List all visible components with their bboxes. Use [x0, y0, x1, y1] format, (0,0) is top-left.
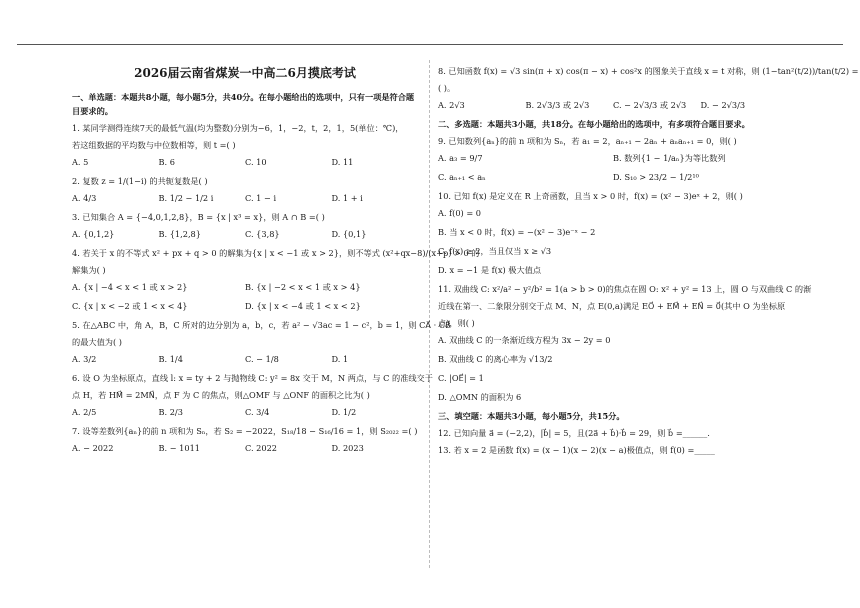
q6-option-a: A. 2/5 [72, 407, 97, 417]
q5-option-c: C. − 1/8 [245, 354, 279, 364]
q10-option-d: D. x = −1 是 f(x) 极大值点 [438, 265, 542, 275]
q1-stem-1: 1. 某同学测得连续7天的最低气温(均为整数)分别为−6，1，−2，t，2，1，5(单位：℃)， [72, 123, 404, 133]
q1-stem-2: 若这组数据的平均数与中位数相等，则 t =( ) [72, 140, 236, 150]
section-fill-blank: 三、填空题：本题共3小题，每小题5分，共15分。 [438, 411, 625, 421]
q12-stem: 12. 已知向量 a⃗ = (−2,2)，|b⃗| = 5，且(2a⃗ + b⃗)·b⃗ = 29，则 b⃗ =______. [438, 428, 710, 438]
q1-option-c: C. 10 [245, 157, 267, 167]
q1-options [72, 155, 418, 169]
q8-option-d: D. − 2√3/3 [700, 100, 746, 110]
q9-option-b: B. 数列{1 − 1/aₙ}为等比数列 [613, 153, 726, 163]
section-multiple-choice: 二、多选题：本题共3小题，共18分。在每小题给出的选项中，有多项符合题目要求。 [438, 119, 750, 129]
q11-stem-3: 点)，则( ) [438, 318, 475, 328]
q5-option-d: D. 1 [331, 354, 349, 364]
q5-option-b: B. 1/4 [158, 354, 183, 364]
q3-option-c: C. {3,8} [245, 229, 280, 239]
q2-option-d: D. 1 + i [331, 193, 363, 203]
q4-option-c: C. {x | x < −2 或 1 < x < 4} [72, 301, 188, 311]
q3-stem: 3. 已知集合 A = {−4,0,1,2,8}，B = {x | x³ = x}，则 A ∩ B =( ) [72, 212, 325, 222]
q6-options [72, 405, 418, 419]
q2-stem: 2. 复数 z = 1/(1−i) 的共轭复数是( ) [72, 176, 208, 186]
q1-option-d: D. 11 [331, 157, 354, 167]
q8-options [438, 98, 788, 112]
q8-option-a: A. 2√3 [438, 100, 465, 110]
q7-option-a: A. − 2022 [72, 443, 114, 453]
q7-options [72, 441, 418, 455]
right-column [438, 64, 859, 460]
q11-stem-1: 11. 双曲线 C: x²/a² − y²/b² = 1(a > b > 0)的焦点在圆 O: x² + y² = 13 上，圆 O 与双曲线 C 的渐 [438, 284, 812, 294]
q11-option-c: C. |OE⃗| = 1 [438, 373, 484, 383]
q8-option-c: C. − 2√3/3 或 2√3 [613, 100, 687, 110]
q3-option-b: B. {1,2,8} [158, 229, 201, 239]
q3-option-d: D. {0,1} [331, 229, 367, 239]
q3-options [72, 227, 418, 241]
exam-title: 2026届云南省煤炭一中高二6月摸底考试 [134, 66, 356, 80]
q6-option-c: C. 3/4 [245, 407, 270, 417]
q9-option-c: C. aₙ₊₁ < aₙ [438, 172, 486, 182]
q7-option-b: B. − 1011 [158, 443, 201, 453]
q5-options [72, 352, 418, 366]
q1-option-a: A. 5 [72, 157, 89, 167]
q2-option-c: C. 1 − i [245, 193, 277, 203]
q6-stem-1: 6. 设 O 为坐标原点，直线 l: x = ty + 2 与抛物线 C: y² = 8x 交于 M，N 两点，与 C 的准线交于 [72, 373, 433, 383]
q4-options-row-1 [72, 280, 418, 294]
q10-option-a: A. f(0) = 0 [438, 208, 482, 218]
q3-option-a: A. {0,1,2} [72, 229, 115, 239]
q2-option-b: B. 1/2 − 1/2 i [158, 193, 214, 203]
q8-option-b: B. 2√3/3 或 2√3 [525, 100, 590, 110]
header-rule [17, 44, 843, 45]
q2-options [72, 191, 418, 205]
q6-option-d: D. 1/2 [331, 407, 357, 417]
column-divider [429, 60, 430, 568]
q6-option-b: B. 2/3 [158, 407, 183, 417]
q11-option-a: A. 双曲线 C 的一条渐近线方程为 3x − 2y = 0 [438, 335, 611, 345]
q13-stem: 13. 若 x = 2 是函数 f(x) = (x − 1)(x − 2)(x − a)极值点，则 f(0) =_____ [438, 445, 715, 455]
q4-stem-1: 4. 若关于 x 的不等式 x² + px + q > 0 的解集为{x | x < −1 或 x > 2}，则不等式 (x²+qx−8)/(x+p) > 0 的 [72, 248, 480, 258]
q9-stem: 9. 已知数列{aₙ}的前 n 项和为 Sₙ，若 a₁ = 2，aₙ₊₁ − 2aₙ + aₙaₙ₊₁ = 0，则( ) [438, 136, 737, 146]
q9-option-d: D. S₁₀ > 23/2 − 1/2¹⁰ [613, 172, 699, 182]
q6-stem-2: 点 H，若 HM⃗ = 2MN⃗，点 F 为 C 的焦点，则△OMF 与 △ONF 的面积之比为( ) [72, 390, 370, 400]
section-single-choice: 一、单选题：本题共8小题，每小题5分，共40分。在每小题给出的选项中，只有一项是符合题目要求的。 [72, 92, 415, 116]
q10-option-b: B. 当 x < 0 时，f(x) = −(x² − 3)e⁻ˣ − 2 [438, 227, 596, 237]
q11-stem-2: 近线在第一、二象限分别交于点 M、N，点 E(0,a)满足 EO⃗ + EM⃗ + EN⃗ = 0⃗(其中 O 为坐标原 [438, 301, 786, 311]
q9-option-a: A. a₃ = 9/7 [438, 153, 483, 163]
q8-stem-1: 8. 已知函数 f(x) = √3 sin(π + x) cos(π − x) + cos²x 的图象关于直线 x = t 对称，则 (1−tan²(t/2))/tan(t/2) = [438, 66, 859, 76]
q7-option-d: D. 2023 [331, 443, 364, 453]
q11-option-d: D. △OMN 的面积为 6 [438, 392, 522, 402]
q4-option-a: A. {x | −4 < x < 1 或 x > 2} [72, 282, 188, 292]
q1-option-b: B. 6 [158, 157, 175, 167]
q7-stem: 7. 设等差数列{aₙ}的前 n 项和为 Sₙ，若 S₂ = −2022，S₁₈/18 − S₁₆/16 = 1，则 S₂₀₂₂ =( ) [72, 426, 418, 436]
q10-stem: 10. 已知 f(x) 是定义在 R 上奇函数，且当 x > 0 时，f(x) = (x² − 3)eˣ + 2，则( ) [438, 191, 743, 201]
q4-option-b: B. {x | −2 < x < 1 或 x > 4} [245, 282, 361, 292]
q9-options-row-1 [438, 151, 788, 165]
q11-option-b: B. 双曲线 C 的离心率为 √13/2 [438, 354, 553, 364]
q7-option-c: C. 2022 [245, 443, 278, 453]
q4-stem-2: 解集为( ) [72, 265, 106, 275]
q10-option-c: C. f(x) ≥ 2，当且仅当 x ≥ √3 [438, 246, 552, 256]
q9-options-row-2 [438, 170, 788, 184]
q5-stem-1: 5. 在△ABC 中，角 A，B，C 所对的边分别为 a，b，c，若 a² − √3ac = 1 − c²，b = 1，则 CA⃗ · CB⃗ [72, 320, 451, 330]
q4-options-row-2 [72, 299, 418, 313]
q4-option-d: D. {x | x < −4 或 1 < x < 2} [245, 301, 361, 311]
q8-stem-2: ( )。 [438, 83, 456, 93]
q5-stem-2: 的最大值为( ) [72, 337, 122, 347]
q2-option-a: A. 4/3 [72, 193, 97, 203]
q5-option-a: A. 3/2 [72, 354, 97, 364]
